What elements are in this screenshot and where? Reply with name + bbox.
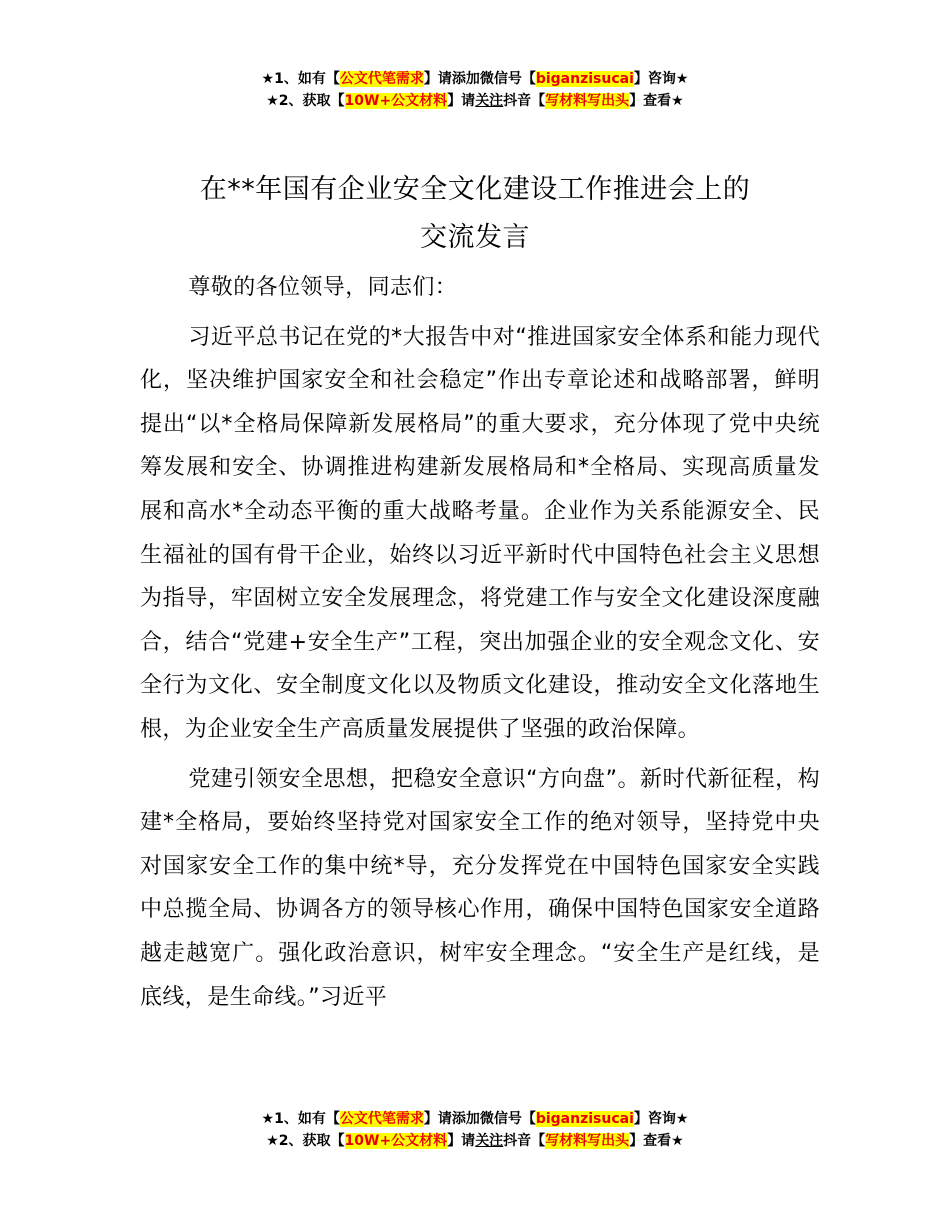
paragraph-2: 党建引领安全思想，把稳安全意识“方向盘”。新时代新征程，构建*全格局，要始终坚持党对国家安全工作的绝对领导，坚持党中央对国家安全工作的集中统*导，充分发挥党在中国特色国家安全实践中总揽全局、协调各方的领导核心作用，确保中国特色国家安全道路越走越宽广。强化政治意识，树牢安全理念。“安全生产是红线，是底线，是生命线。”习近平: [140, 766, 820, 1010]
banner-line-1: [0, 1108, 950, 1130]
title-line-2: 交流发言: [420, 222, 530, 253]
banner-highlight: 写材料写出头: [545, 93, 630, 109]
banner-text: 】咨询★: [633, 71, 689, 87]
banner-text: 】请添加微信号【: [423, 1111, 536, 1127]
paragraph-1: 习近平总书记在党的*大报告中对“推进国家安全体系和能力现代化，坚决维护国家安全和社会稳定”作出专章论述和战略部署，鲜明提出“以*全格局保障新发展格局”的重大要求，充分体现了党中央统筹发展和安全、协调推进构建新发展格局和*全格局、实现高质量发展和高水*全动态平衡的重大战略考量。企业作为关系能源安全、民生福祉的国有骨干企业，始终以习近平新时代中国特色社会主义思想为指导，牢固树立安全发展理念，将党建工作与安全文化建设深度融合，结合“党建+安全生产”工程，突出加强企业的安全观念文化、安全行为文化、安全制度文化以及物质文化建设，推动安全文化落地生根，为企业安全生产高质量发展提供了坚强的政治保障。: [140, 324, 820, 742]
document-body: [140, 266, 820, 1025]
top-banner: [0, 68, 950, 112]
banner-underline: 关注: [475, 1133, 504, 1149]
title-line-1: 在**年国有企业安全文化建设工作推进会上的: [199, 174, 751, 205]
banner-text: 】请添加微信号【: [423, 71, 536, 87]
banner-text: ★2、获取【: [266, 1133, 345, 1149]
bottom-banner: [0, 1108, 950, 1152]
banner-line-1: [0, 68, 950, 90]
banner-line-2: [0, 90, 950, 112]
banner-highlight: biganzisucai: [535, 71, 634, 87]
banner-text: 抖音【: [503, 93, 546, 109]
banner-text: 】查看★: [629, 93, 684, 109]
banner-text: 】咨询★: [633, 1111, 689, 1127]
banner-line-2: [0, 1130, 950, 1152]
banner-text: ★1、如有【: [261, 71, 340, 87]
banner-underline: 关注: [475, 93, 504, 109]
salutation: 尊敬的各位领导，同志们：: [188, 275, 458, 300]
banner-text: ★1、如有【: [261, 1111, 340, 1127]
document-title: [0, 166, 950, 262]
banner-text: 】请: [447, 93, 476, 109]
banner-highlight: 公文代笔需求: [339, 71, 424, 87]
banner-highlight: biganzisucai: [535, 1111, 634, 1127]
banner-text: 】查看★: [629, 1133, 684, 1149]
banner-highlight: 10W+公文材料: [344, 93, 448, 109]
banner-text: ★2、获取【: [266, 93, 345, 109]
banner-highlight: 10W+公文材料: [344, 1133, 448, 1149]
banner-highlight: 公文代笔需求: [339, 1111, 424, 1127]
banner-text: 】请: [447, 1133, 476, 1149]
banner-text: 抖音【: [503, 1133, 546, 1149]
banner-highlight: 写材料写出头: [545, 1133, 630, 1149]
